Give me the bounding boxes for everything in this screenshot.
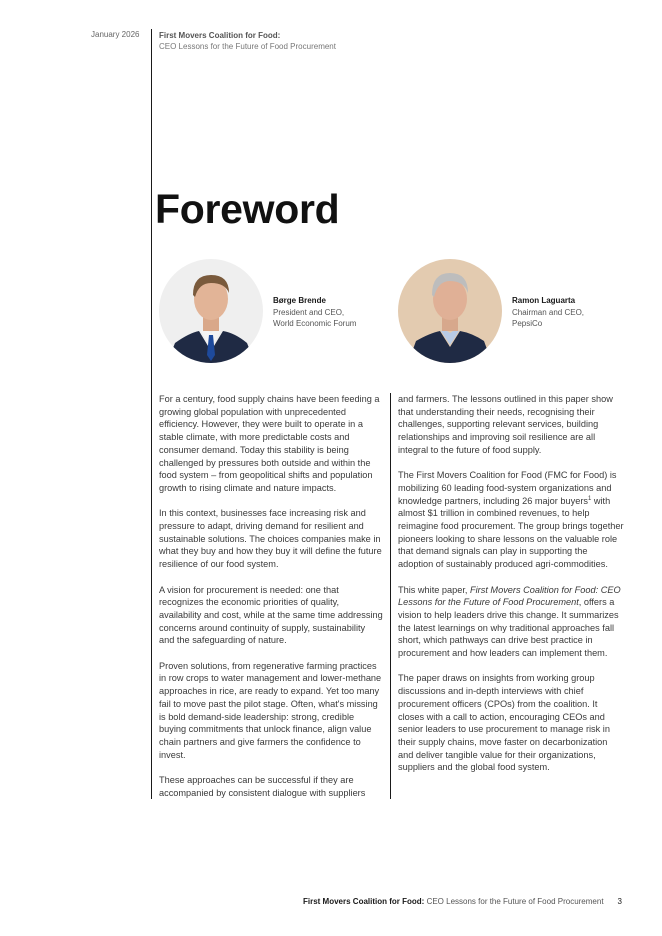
portrait-photo-brende [159,259,263,363]
paragraph [398,469,624,571]
portrait-photo-laguarta [398,259,502,363]
paragraph: These approaches can be successful if they are accompanied by consistent dialogue with suppliers [159,775,366,798]
paragraph-text: This white paper, [398,584,471,595]
paragraph [398,584,624,660]
paragraph-text: , offers a vision to help leaders drive this change. It summarizes the latest learnings on why traditional approaches fall short, which pathways can drive best practice in procurement and how leaders can implement them. [398,597,619,659]
paragraph: Proven solutions, from regenerative farming practices in row crops to water management and lower-methane approaches in rice, are ready to expand. Yet too many fail to move past the pilot stage. Often, what's missing is bold demand-side leadership: strong, credible buying commitments that unlock finance, align value chain partners and give farmers the confidence to invest. [159,660,382,760]
footer-title-rest: CEO Lessons for the Future of Food Procurement [424,897,604,906]
header-title [159,30,336,52]
page-title: Foreword [155,186,340,232]
person-info [512,295,662,329]
vertical-divider [151,29,152,799]
column-divider [390,393,391,799]
portrait-illustration [159,259,263,363]
paragraph: The paper draws on insights from working group discussions and in-depth interviews with chief procurement officers (CPOs) from the coalition. It closes with a call to action, encouraging CEOs and senior leaders to use procurement to manage risk in their supply chains, move faster on decarbonization and deliver tangible value for their organizations, suppliers and the global food system. [398,673,610,773]
person-name: Børge Brende [273,296,326,305]
person-role: Chairman and CEO, [512,308,585,317]
header-title-line2: CEO Lessons for the Future of Food Procurement [159,42,336,51]
body-column-right [398,393,624,787]
portrait-illustration [398,259,502,363]
person-organization: World Economic Forum [273,319,357,328]
paragraph: and farmers. The lessons outlined in this paper show that understanding their needs, recognising their challenges, supporting relevant services, building relationships and improving soil resilience are all integral to the future of food supply. [398,394,613,455]
report-title-italic: First Movers Coalition for Food: CEO Lessons for the Future of Food Procurement [398,584,621,608]
header-date: January 2026 [91,30,140,39]
footer-title-bold: First Movers Coalition for Food: [303,897,425,906]
footnote-marker: 1 [587,495,592,502]
page-footer [303,897,622,906]
page-number: 3 [617,897,622,906]
person-organization: PepsiCo [512,319,543,328]
person-role: President and CEO, [273,308,345,317]
person-name: Ramon Laguarta [512,296,576,305]
paragraph: In this context, businesses face increasing risk and pressure to adapt, driving demand for resilient and sustainable solutions. The choices companies make in what they buy and how they buy it will define the future resilience of our food system. [159,508,382,570]
paragraph-text: with almost $1 trillion in combined revenues, to help reimagine food procurement. The group brings together pioneers looking to share lessons on the valuable role that demand signals can play in supporting the adoption of sustainably produced agri-commodities. [398,495,624,570]
paragraph-text: The First Movers Coalition for Food (FMC for Food) is mobilizing 60 leading food-system organizations and knowledge partners, including 26 major buyers [398,470,617,506]
paragraph: A vision for procurement is needed: one that recognizes the economic priorities of quality, availability and cost, while at the same time addressing concerns around continuity of supply, sustainability and the safeguarding of nature. [159,584,383,646]
header-title-line1: First Movers Coalition for Food: [159,31,281,40]
body-column-left [159,393,383,812]
paragraph: For a century, food supply chains have been feeding a growing global population with unprecedented efficiency. However, they were built to operate in a stable climate, with more predictable costs and consumer demand. Today this stability is being challenged by pressures both outside and within the food system – from geopolitical shifts and population growth to rising climate and nature impacts. [159,394,380,493]
